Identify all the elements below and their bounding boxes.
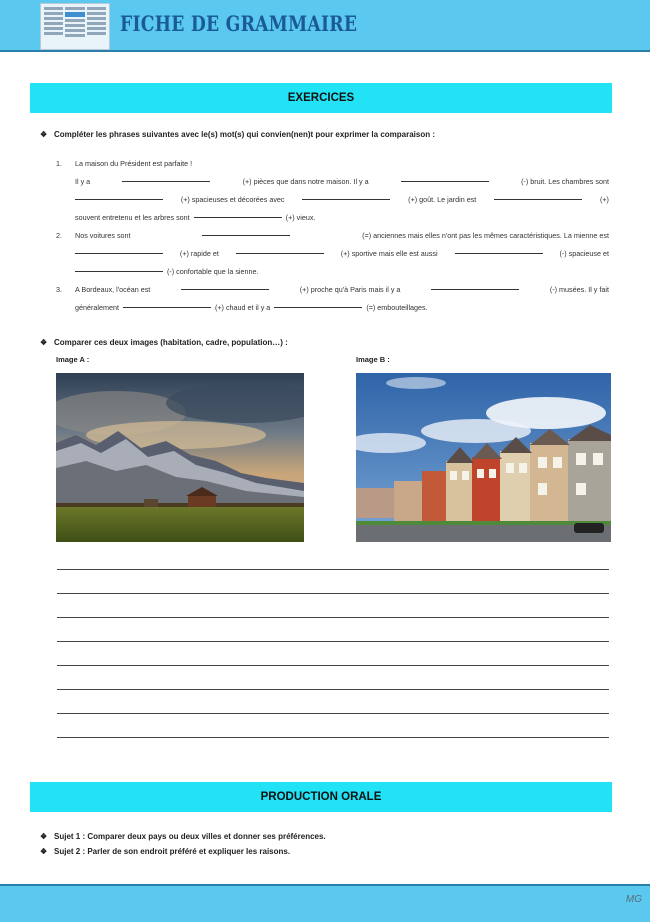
answer-blank[interactable] — [75, 263, 163, 272]
image-b-label: Image B : — [356, 355, 390, 364]
page-header — [0, 0, 650, 52]
answer-blank[interactable] — [123, 299, 211, 308]
exercice-instruction: ❖ Compléter les phrases suivantes avec le(s) mot(s) qui convien(nen)t pour exprimer la comparaison : — [40, 130, 435, 139]
writing-line[interactable] — [57, 641, 609, 642]
bullet-diamond-icon: ❖ — [40, 847, 48, 856]
bullet-diamond-icon: ❖ — [40, 832, 48, 841]
writing-line[interactable] — [57, 737, 609, 738]
exercise-item-3: 3. A Bordeaux, l'océan est (+) proche qu'à Paris mais il y a (-) musées. Il y fait généralement (+) chaud et il y a (=) embouteillages. — [56, 281, 609, 317]
answer-blank[interactable] — [494, 191, 582, 200]
image-b-townhouses — [356, 373, 611, 542]
comparer-instruction: ❖ Comparer ces deux images (habitation, cadre, population…) : — [40, 338, 288, 347]
answer-blank[interactable] — [274, 299, 362, 308]
page-title: FICHE DE GRAMMAIRE — [120, 11, 358, 36]
answer-blank[interactable] — [455, 245, 543, 254]
answer-blank[interactable] — [75, 245, 163, 254]
writing-line[interactable] — [57, 617, 609, 618]
image-a-label: Image A : — [56, 355, 90, 364]
bullet-diamond-icon: ❖ — [40, 338, 48, 347]
sujet-1: ❖ Sujet 1 : Comparer deux pays ou deux villes et donner ses préférences. — [40, 832, 326, 841]
answer-blank[interactable] — [236, 245, 324, 254]
answer-blank[interactable] — [75, 191, 163, 200]
answer-blank[interactable] — [202, 227, 290, 236]
exercices-heading: EXERCICES — [30, 83, 612, 113]
answer-blank[interactable] — [302, 191, 390, 200]
exercise-item-1: 1. La maison du Président est parfaite ! Il y a (+) pièces que dans notre maison. Il y a (-) bruit. Les chambres sont (+) spacieuses et décorées avec (+) goût. Le jardin est (+) souvent entretenu et les arbres sont (+) vieux. — [56, 159, 609, 222]
writing-line[interactable] — [57, 689, 609, 690]
author-initials: MG — [625, 894, 642, 905]
exercise-item-2: 2. Nos voitures sont (=) anciennes mais elles n'ont pas les mêmes caractéristiques. La mienne est (+) rapide et (+) sportive mais elle est aussi (-) spacieuse et (-) confortable que la sienne. — [56, 227, 609, 281]
bullet-diamond-icon: ❖ — [40, 130, 48, 139]
answer-blank[interactable] — [401, 173, 489, 182]
writing-line[interactable] — [57, 593, 609, 594]
worksheet-thumbnail — [40, 3, 110, 50]
image-a-mountain-landscape — [56, 373, 304, 542]
writing-line[interactable] — [57, 665, 609, 666]
production-orale-heading: PRODUCTION ORALE — [30, 782, 612, 812]
writing-line[interactable] — [57, 569, 609, 570]
sujet-2: ❖ Sujet 2 : Parler de son endroit préféré et expliquer les raisons. — [40, 847, 291, 856]
writing-line[interactable] — [57, 713, 609, 714]
answer-blank[interactable] — [431, 281, 519, 290]
answer-blank[interactable] — [122, 173, 210, 182]
answer-blank[interactable] — [181, 281, 269, 290]
answer-blank[interactable] — [194, 209, 282, 218]
page-footer — [0, 884, 650, 922]
